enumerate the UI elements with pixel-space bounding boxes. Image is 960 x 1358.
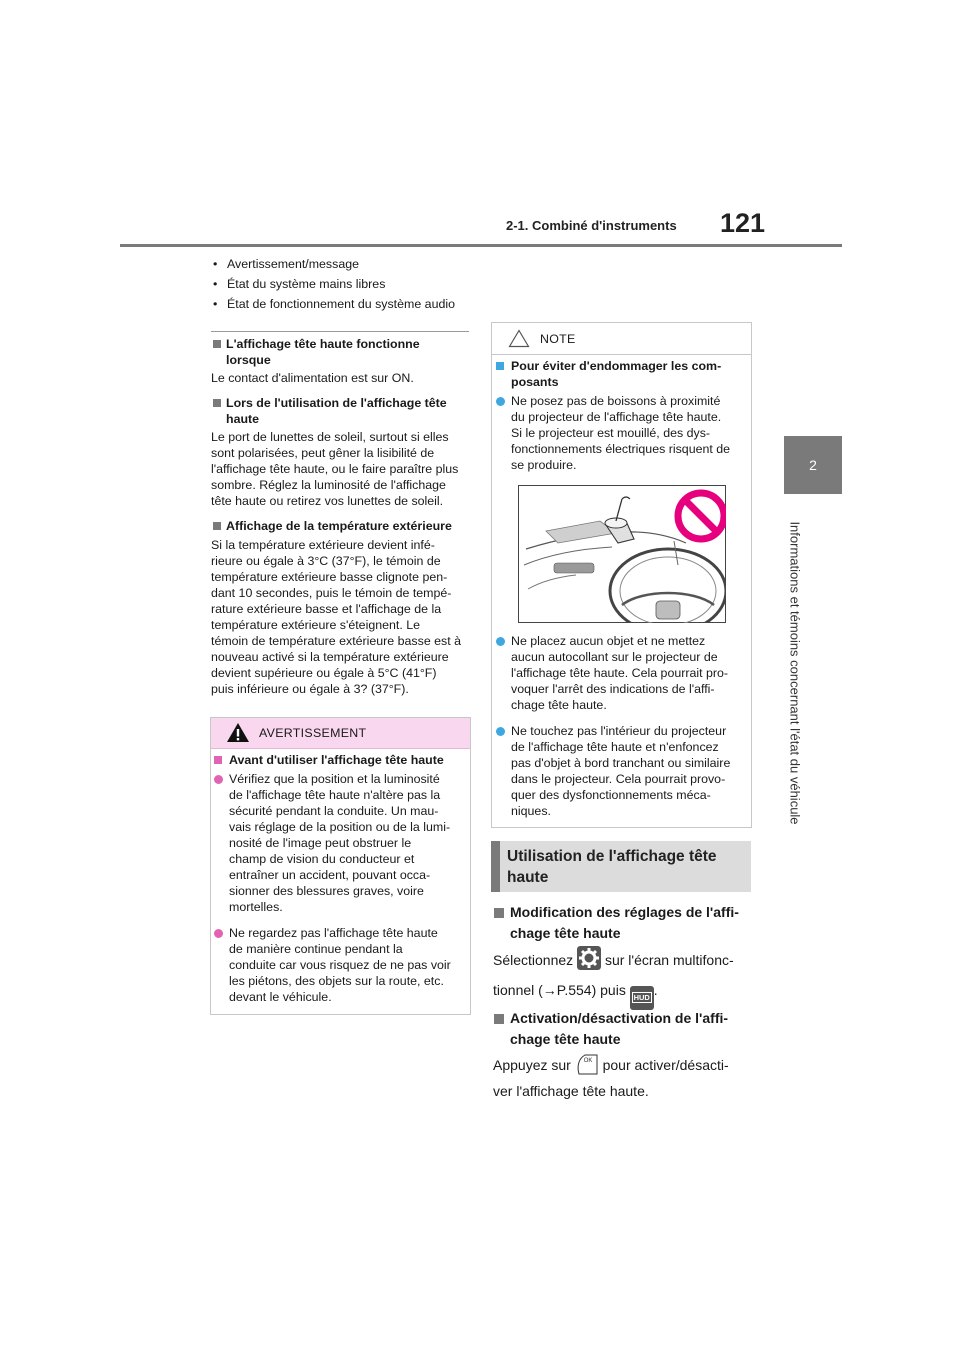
text-line: champ de vision du conducteur et (229, 852, 415, 866)
heading-line: Affichage de la température extérieure (226, 519, 452, 533)
text-line: nosité de l'image peut obstruer le (229, 836, 412, 850)
text-line: du projecteur de l'affichage tête haute. (511, 410, 722, 424)
text-line: Ne posez pas de boissons à proximité (511, 394, 721, 408)
text-line: de l'affichage tête haute n'altère pas la (229, 788, 441, 802)
text-line: Le contact d'alimentation est sur ON. (211, 371, 414, 385)
text-line (493, 946, 753, 973)
text-line: devient supérieure ou égale à 5°C (41°F) (211, 666, 437, 680)
note-heading (511, 358, 721, 390)
text-line: vais réglage de la position ou de la lumi- (229, 820, 451, 834)
warning-item (229, 771, 450, 915)
square-bullet-icon (494, 1014, 504, 1024)
section-title: 2-1. Combiné d'instruments (506, 218, 677, 233)
header-rule (120, 244, 842, 247)
warning-title: AVERTISSEMENT (259, 726, 367, 740)
text-line: Ne regardez pas l'affichage tête haute (229, 926, 438, 940)
text-span: tionnel (→P.554) puis (493, 982, 626, 998)
procedure-text (493, 1052, 753, 1104)
text-span: Sélectionnez (493, 952, 574, 968)
heading-line: chage tête haute (510, 925, 621, 941)
heading-line: L'affichage tête haute fonctionne (226, 337, 420, 351)
text-line: aucun autocollant sur le projecteur de (511, 650, 718, 664)
text-line: Si la température extérieure devient infé- (211, 538, 435, 552)
intro-bullet-list (213, 256, 455, 312)
text-line: conduite car vous risquez de ne pas voir (229, 958, 451, 972)
text-line: entraîner un accident, pouvant occa- (229, 868, 431, 882)
note-item (511, 723, 730, 819)
paragraph (211, 429, 458, 509)
note-box (491, 322, 752, 828)
heading-line: haute (226, 412, 260, 426)
text-line: voquer l'arrêt des indications de l'affi- (511, 682, 715, 696)
text-line: mortelles. (229, 900, 283, 914)
chapter-title (780, 508, 810, 838)
text-line: Vérifiez que la position et la luminosité (229, 772, 440, 786)
warning-heading (229, 752, 444, 768)
list-item: • État du système mains libres (213, 277, 386, 291)
procedure-heading (510, 1008, 728, 1050)
procedure-text (493, 946, 753, 1010)
square-bullet-icon (213, 340, 221, 348)
text-line: Ne placez aucun objet et ne mettez (511, 634, 706, 648)
note-item (511, 633, 728, 713)
paragraph (211, 370, 414, 386)
banner-title (507, 846, 717, 888)
hud-projector-drink-illustration (518, 485, 726, 623)
bullet-dot-icon (496, 727, 505, 736)
text-line: l'affichage tête haute. Cela pourrait pro- (511, 666, 729, 680)
text-line: température extérieure s'éteignent. Le (211, 618, 421, 632)
bullet-dot-icon (214, 929, 223, 938)
text-line: Le port de lunettes de soleil, surtout si elles (211, 430, 449, 444)
section-banner (491, 841, 751, 892)
gear-icon (577, 946, 601, 970)
text-line: niques. (511, 804, 551, 818)
text-line: rature extérieure basse et l'affichage de la (211, 602, 442, 616)
text-line: de l'affichage tête haute et n'enfoncez (511, 740, 719, 754)
heading-line: posants (511, 375, 559, 389)
text-line: dans le projecteur. Cela pourrait provo- (511, 772, 726, 786)
heading-line: Activation/désactivation de l'affi- (510, 1010, 729, 1026)
warning-triangle-icon (226, 722, 250, 743)
list-item: • État de fonctionnement du système audio (213, 297, 455, 311)
text-line: dant 10 secondes, puis le témoin de tempé- (211, 586, 452, 600)
text-span: sur l'écran multifonc- (604, 952, 734, 968)
text-line: tête haute ou retirez vos lunettes de soleil. (211, 494, 444, 508)
note-title: NOTE (540, 332, 576, 346)
heading-line: lorsque (226, 353, 271, 367)
text-span: . (653, 982, 658, 998)
chapter-title-text: Informations et témoins concernant l'état du véhicule (787, 521, 803, 825)
ok-button-label: OK (583, 1058, 593, 1064)
text-line: quer des dysfonctionnements méca- (511, 788, 711, 802)
note-header (492, 323, 751, 355)
page-number: 121 (720, 208, 766, 238)
text-line: sionner des blessures graves, voire (229, 884, 424, 898)
heading-text: Avant d'utiliser l'affichage tête haute (229, 753, 444, 767)
heading-line: Lors de l'utilisation de l'affichage tête (226, 396, 447, 410)
text-line: rieure ou égale à 3°C (37°F), le témoin de (211, 554, 441, 568)
text-line: les piétons, des objets sur la route, etc. (229, 974, 444, 988)
text-line: puis inférieure ou égale à 3? (37°F). (211, 682, 409, 696)
subsection-heading (226, 518, 452, 534)
text-span: pour activer/désacti- (602, 1057, 729, 1073)
text-line: témoin de température extérieure basse est à (211, 634, 462, 648)
text-line (493, 977, 753, 1010)
square-bullet-icon (496, 362, 504, 370)
banner-line: haute (507, 869, 549, 886)
warning-item (229, 925, 451, 1005)
banner-accent-bar (491, 841, 500, 892)
heading-line: Pour éviter d'endommager les com- (511, 359, 722, 373)
list-item-text: État du système mains libres (227, 277, 386, 291)
bullet-dot-icon (496, 397, 505, 406)
text-line: sécurité pendant la conduite. Un mau- (229, 804, 439, 818)
list-item: • Avertissement/message (213, 257, 359, 271)
text-line: fonctionnements électriques risquent de (511, 442, 731, 456)
subsection-heading (226, 395, 447, 427)
text-line: pas d'objet à bord tranchant ou similaire (511, 756, 731, 770)
text-line: chage tête haute. (511, 698, 607, 712)
heading-line: Modification des réglages de l'affi- (510, 904, 739, 920)
square-bullet-icon (494, 908, 504, 918)
warning-header (211, 718, 470, 749)
text-line: devant le véhicule. (229, 990, 332, 1004)
text-line: Si le projecteur est mouillé, des dys- (511, 426, 711, 440)
heading-line: chage tête haute (510, 1031, 621, 1047)
text-span: Appuyez sur (493, 1057, 571, 1073)
text-line: température extérieure basse clignote pen- (211, 570, 448, 584)
procedure-heading (510, 902, 739, 944)
hud-icon-label: HUD (633, 993, 650, 1002)
square-bullet-icon (214, 756, 222, 764)
text-line: Ne touchez pas l'intérieur du projecteur (511, 724, 727, 738)
chapter-tab: 2 (784, 436, 842, 494)
banner-line: Utilisation de l'affichage tête (507, 848, 717, 865)
section-divider (211, 331, 469, 332)
text-line: se produire. (511, 458, 577, 472)
text-line: sont polarisées, peut gêner la lisibilité de (211, 446, 435, 460)
list-item-text: État de fonctionnement du système audio (227, 297, 455, 311)
text-line: l'affichage tête haute, ou le faire paraître plus (211, 462, 459, 476)
hud-icon (630, 986, 654, 1010)
bullet-dot-icon (214, 775, 223, 784)
bullet-dot-icon (496, 637, 505, 646)
note-triangle-icon (508, 329, 530, 348)
text-line: de manière continue pendant la (229, 942, 403, 956)
paragraph (211, 537, 461, 697)
subsection-heading (226, 336, 420, 368)
text-line: nouveau activé si la température extérieure (211, 650, 449, 664)
note-item (511, 393, 730, 473)
text-line (493, 1052, 753, 1078)
ok-button-icon (575, 1053, 599, 1075)
text-line: sombre. Réglez la luminosité de l'affichage (211, 478, 446, 492)
list-item-text: Avertissement/message (227, 257, 359, 271)
square-bullet-icon (213, 399, 221, 407)
square-bullet-icon (213, 522, 221, 530)
warning-box (210, 717, 471, 1015)
text-line: ver l'affichage tête haute. (493, 1083, 649, 1099)
